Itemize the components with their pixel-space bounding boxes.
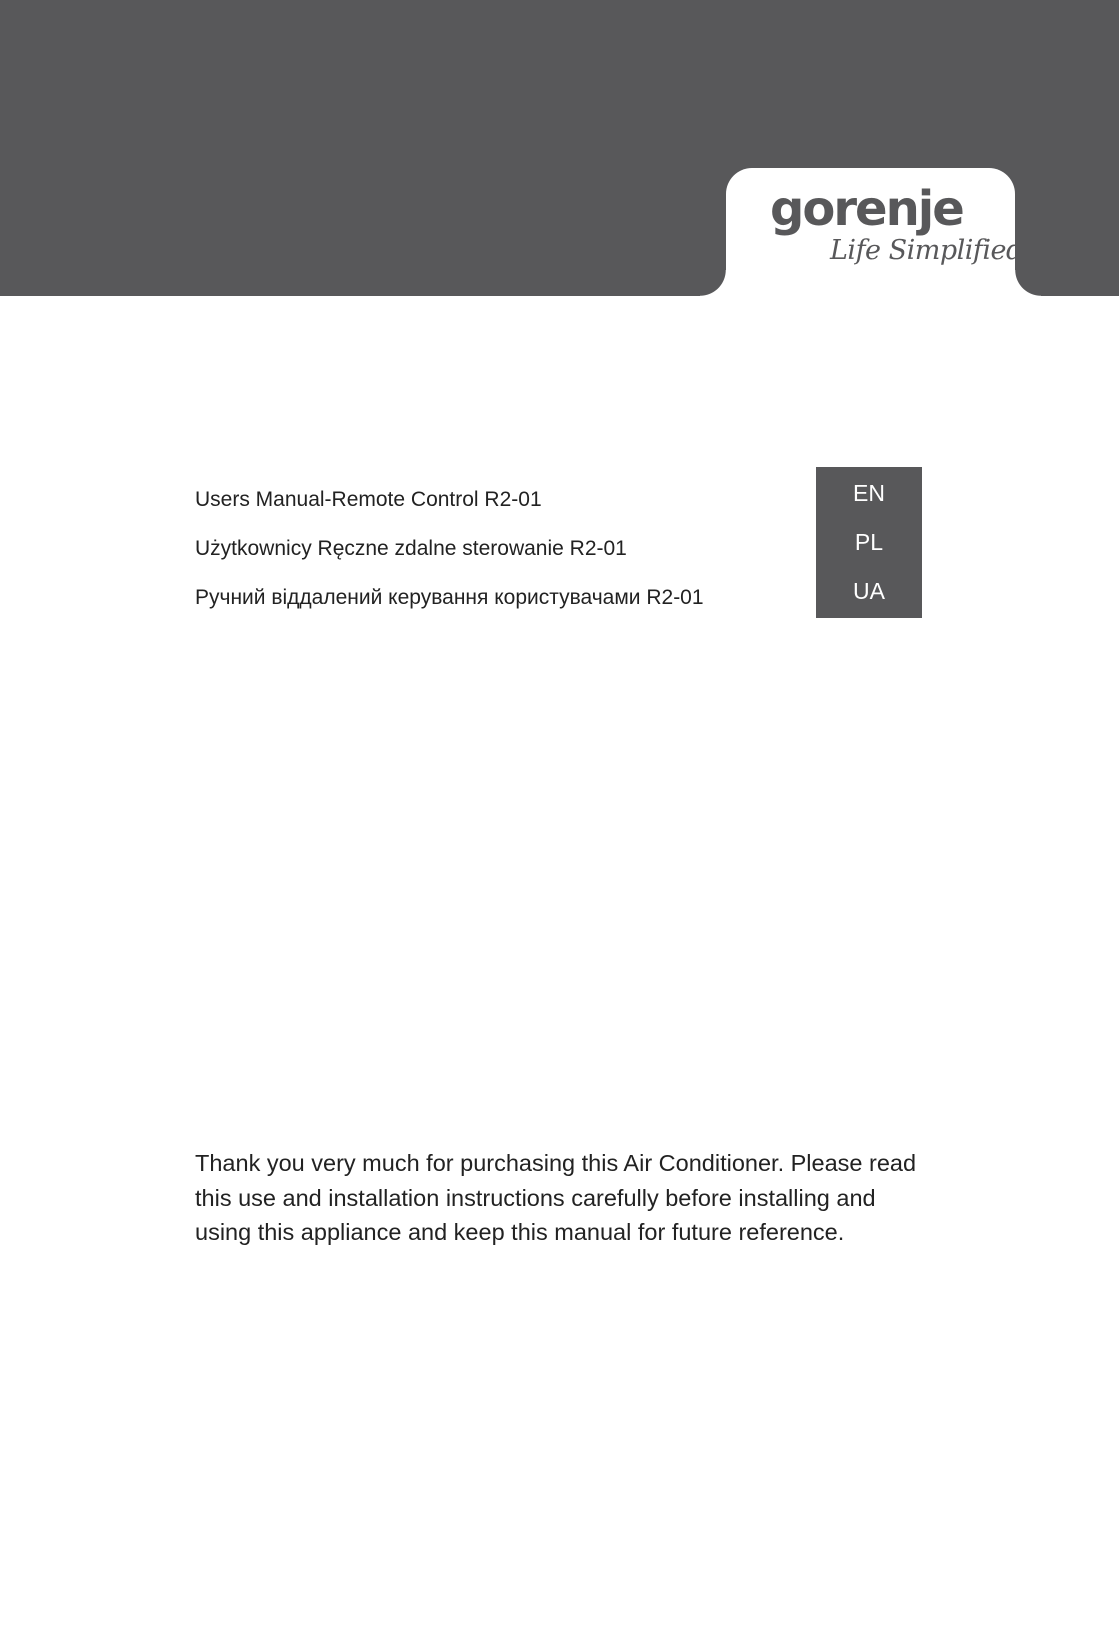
logo-tab-fillet-right xyxy=(1015,270,1041,296)
language-code-pl: PL xyxy=(854,529,884,555)
intro-paragraph xyxy=(195,1146,955,1250)
language-code-en: EN xyxy=(853,480,885,506)
brand-logo-tagline: Life Simplified xyxy=(830,235,1023,266)
intro-line: this use and installation instructions carefully before installing and xyxy=(195,1184,876,1211)
brand-logo-wordmark: gorenje xyxy=(770,181,963,237)
intro-line: Thank you very much for purchasing this Air Conditioner. Please read xyxy=(195,1150,917,1176)
manual-title-list xyxy=(195,475,795,622)
language-code-ua: UA xyxy=(853,578,885,604)
manual-title-ua: Ручний віддалений керування користувачами R2-01 xyxy=(195,586,704,609)
manual-title-en: Users Manual-Remote Control R2-01 xyxy=(195,488,542,511)
intro-line: using this appliance and keep this manual for future reference. xyxy=(195,1219,845,1245)
language-code-box xyxy=(816,467,922,618)
logo-tab-fillet-left xyxy=(700,270,726,296)
manual-title-pl: Użytkownicy Ręczne zdalne sterowanie R2-01 xyxy=(195,537,627,560)
